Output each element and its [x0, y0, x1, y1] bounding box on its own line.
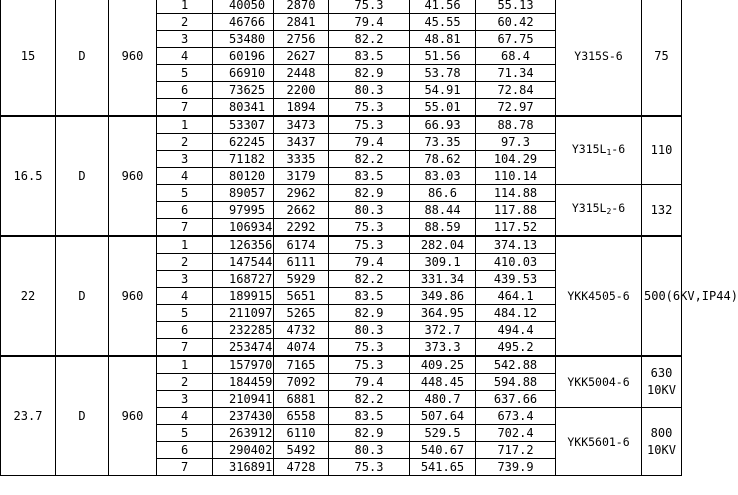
- cell-c: 82.9: [329, 425, 410, 442]
- cell-d: 507.64: [410, 408, 476, 425]
- cell-b: 7092: [274, 374, 329, 391]
- table-row: [1, 0, 682, 14]
- cell-b: 1894: [274, 99, 329, 117]
- cell-a: 40050: [213, 0, 274, 14]
- motor-power: 132: [642, 185, 682, 237]
- cell-d: 448.45: [410, 374, 476, 391]
- table-body: [1, 0, 738, 476]
- cell-d: 83.03: [410, 168, 476, 185]
- cell-a: 168727: [213, 271, 274, 288]
- motor-power: 110: [642, 116, 682, 185]
- cell-index: 5: [157, 65, 213, 82]
- cell-e: 637.66: [476, 391, 556, 408]
- cell-index: 6: [157, 442, 213, 459]
- motor-power-line1: 800: [650, 425, 673, 440]
- cell-b: 2627: [274, 48, 329, 65]
- cell-d: 78.62: [410, 151, 476, 168]
- cell-col2: D: [56, 356, 109, 476]
- cell-d: 309.1: [410, 254, 476, 271]
- cell-b: 5929: [274, 271, 329, 288]
- cell-e: 97.3: [476, 134, 556, 151]
- motor-model: YKK5601-6: [556, 408, 642, 476]
- cell-c: 82.2: [329, 151, 410, 168]
- cell-c: 80.3: [329, 82, 410, 99]
- cell-b: 3437: [274, 134, 329, 151]
- motor-model: YKK5004-6: [556, 356, 642, 408]
- cell-c: 83.5: [329, 288, 410, 305]
- cell-a: 60196: [213, 48, 274, 65]
- cell-b: 4732: [274, 322, 329, 339]
- cell-b: 3335: [274, 151, 329, 168]
- cell-d: 54.91: [410, 82, 476, 99]
- cell-index: 7: [157, 219, 213, 237]
- cell-col1: 16.5: [1, 116, 56, 236]
- cell-c: 75.3: [329, 356, 410, 374]
- cell-c: 80.3: [329, 442, 410, 459]
- cell-b: 6174: [274, 236, 329, 254]
- cell-d: 540.67: [410, 442, 476, 459]
- motor-power: 500(6KV,IP44): [642, 236, 682, 356]
- cell-c: 75.3: [329, 99, 410, 117]
- cell-a: 66910: [213, 65, 274, 82]
- cell-d: 373.3: [410, 339, 476, 357]
- table-row: [1, 236, 682, 254]
- cell-a: 316891: [213, 459, 274, 476]
- cell-d: 73.35: [410, 134, 476, 151]
- cell-index: 5: [157, 185, 213, 202]
- cell-c: 79.4: [329, 374, 410, 391]
- cell-c: 83.5: [329, 48, 410, 65]
- cell-a: 184459: [213, 374, 274, 391]
- cell-c: 82.2: [329, 391, 410, 408]
- cell-b: 2841: [274, 14, 329, 31]
- cell-c: 82.9: [329, 305, 410, 322]
- cell-e: 410.03: [476, 254, 556, 271]
- cell-b: 6881: [274, 391, 329, 408]
- cell-d: 51.56: [410, 48, 476, 65]
- cell-a: 80341: [213, 99, 274, 117]
- cell-a: 210941: [213, 391, 274, 408]
- cell-e: 67.75: [476, 31, 556, 48]
- cell-e: 717.2: [476, 442, 556, 459]
- cell-index: 4: [157, 408, 213, 425]
- cell-d: 541.65: [410, 459, 476, 476]
- cell-index: 1: [157, 116, 213, 134]
- motor-power-line2: 10KV: [647, 383, 676, 397]
- cell-a: 53480: [213, 31, 274, 48]
- cell-b: 2962: [274, 185, 329, 202]
- motor-power-line2: 10KV: [647, 442, 676, 457]
- cell-d: 331.34: [410, 271, 476, 288]
- cell-c: 83.5: [329, 408, 410, 425]
- cell-c: 82.9: [329, 185, 410, 202]
- motor-model-subscript: 1: [606, 147, 612, 157]
- cell-b: 6558: [274, 408, 329, 425]
- cell-index: 3: [157, 31, 213, 48]
- cell-e: 88.78: [476, 116, 556, 134]
- cell-index: 2: [157, 14, 213, 31]
- cell-index: 7: [157, 459, 213, 476]
- cell-index: 7: [157, 339, 213, 357]
- cell-a: 237430: [213, 408, 274, 425]
- cell-b: 3179: [274, 168, 329, 185]
- cell-e: 464.1: [476, 288, 556, 305]
- cell-c: 75.3: [329, 0, 410, 14]
- cell-a: 89057: [213, 185, 274, 202]
- cell-index: 2: [157, 254, 213, 271]
- cell-a: 263912: [213, 425, 274, 442]
- cell-index: 1: [157, 0, 213, 14]
- cell-col2: D: [56, 116, 109, 236]
- cell-d: 409.25: [410, 356, 476, 374]
- cell-e: 72.84: [476, 82, 556, 99]
- cell-col3: 960: [109, 116, 157, 236]
- motor-model-prefix: Y315L: [571, 141, 607, 156]
- cell-c: 75.3: [329, 116, 410, 134]
- cell-d: 364.95: [410, 305, 476, 322]
- cell-e: 495.2: [476, 339, 556, 357]
- cell-index: 6: [157, 202, 213, 219]
- cell-c: 79.4: [329, 134, 410, 151]
- cell-col3: 960: [109, 236, 157, 356]
- cell-index: 4: [157, 48, 213, 65]
- cell-b: 4074: [274, 339, 329, 357]
- cell-index: 7: [157, 99, 213, 117]
- cell-c: 82.2: [329, 31, 410, 48]
- cell-a: 157970: [213, 356, 274, 374]
- cell-index: 4: [157, 168, 213, 185]
- cell-e: 702.4: [476, 425, 556, 442]
- cell-a: 53307: [213, 116, 274, 134]
- cell-index: 5: [157, 425, 213, 442]
- cell-d: 480.7: [410, 391, 476, 408]
- cell-b: 2756: [274, 31, 329, 48]
- cell-e: 110.14: [476, 168, 556, 185]
- cell-a: 80120: [213, 168, 274, 185]
- cell-c: 75.3: [329, 236, 410, 254]
- cell-b: 2200: [274, 82, 329, 99]
- cell-a: 97995: [213, 202, 274, 219]
- cell-a: 253474: [213, 339, 274, 357]
- cell-col1: 22: [1, 236, 56, 356]
- cell-e: 374.13: [476, 236, 556, 254]
- cell-index: 5: [157, 305, 213, 322]
- cell-c: 80.3: [329, 202, 410, 219]
- cell-col3: 960: [109, 0, 157, 116]
- cell-col1: 15: [1, 0, 56, 116]
- cell-col2: D: [56, 236, 109, 356]
- cell-a: 147544: [213, 254, 274, 271]
- cell-d: 372.7: [410, 322, 476, 339]
- motor-model-prefix: Y315L: [571, 201, 607, 215]
- cell-b: 6111: [274, 254, 329, 271]
- cell-a: 126356: [213, 236, 274, 254]
- cell-b: 4728: [274, 459, 329, 476]
- cell-a: 232285: [213, 322, 274, 339]
- cell-e: 484.12: [476, 305, 556, 322]
- cell-index: 2: [157, 374, 213, 391]
- cell-e: 114.88: [476, 185, 556, 202]
- cell-d: 86.6: [410, 185, 476, 202]
- cell-c: 79.4: [329, 14, 410, 31]
- cell-c: 82.2: [329, 271, 410, 288]
- cell-a: 73625: [213, 82, 274, 99]
- cell-a: 211097: [213, 305, 274, 322]
- cell-index: 6: [157, 82, 213, 99]
- table-row: [1, 356, 682, 374]
- cell-e: 439.53: [476, 271, 556, 288]
- cell-e: 104.29: [476, 151, 556, 168]
- cell-col3: 960: [109, 356, 157, 476]
- cell-d: 66.93: [410, 116, 476, 134]
- cell-d: 529.5: [410, 425, 476, 442]
- cell-e: 542.88: [476, 356, 556, 374]
- cell-b: 5492: [274, 442, 329, 459]
- cell-e: 673.4: [476, 408, 556, 425]
- cell-e: 71.34: [476, 65, 556, 82]
- cell-d: 88.44: [410, 202, 476, 219]
- cell-c: 79.4: [329, 254, 410, 271]
- cell-c: 75.3: [329, 219, 410, 237]
- cell-index: 4: [157, 288, 213, 305]
- cell-e: 55.13: [476, 0, 556, 14]
- cell-d: 48.81: [410, 31, 476, 48]
- cell-index: 3: [157, 151, 213, 168]
- motor-model-suffix: -6: [611, 141, 626, 156]
- motor-model: Y315S-6: [556, 0, 642, 116]
- motor-power: [642, 356, 682, 408]
- cell-d: 53.78: [410, 65, 476, 82]
- motor-model: YKK4505-6: [556, 236, 642, 356]
- cell-d: 282.04: [410, 236, 476, 254]
- cell-a: 106934: [213, 219, 274, 237]
- cell-index: 6: [157, 322, 213, 339]
- cell-c: 75.3: [329, 339, 410, 357]
- cell-e: 68.4: [476, 48, 556, 65]
- motor-model: [556, 116, 642, 185]
- cell-e: 72.97: [476, 99, 556, 117]
- cell-d: 55.01: [410, 99, 476, 117]
- cell-b: 2448: [274, 65, 329, 82]
- motor-model-subscript: 2: [606, 207, 612, 216]
- cell-b: 6110: [274, 425, 329, 442]
- cell-b: 2662: [274, 202, 329, 219]
- motor-power: 75: [642, 0, 682, 116]
- cell-b: 2292: [274, 219, 329, 237]
- motor-model-suffix: -6: [611, 201, 626, 215]
- cell-b: 2870: [274, 0, 329, 14]
- cell-d: 88.59: [410, 219, 476, 237]
- cell-d: 45.55: [410, 14, 476, 31]
- cell-index: 1: [157, 356, 213, 374]
- cell-col2: D: [56, 0, 109, 116]
- cell-index: 1: [157, 236, 213, 254]
- table-row: [1, 116, 682, 134]
- cell-col1: 23.7: [1, 356, 56, 476]
- cell-e: 494.4: [476, 322, 556, 339]
- cell-a: 189915: [213, 288, 274, 305]
- cell-e: 594.88: [476, 374, 556, 391]
- cell-c: 80.3: [329, 322, 410, 339]
- cell-d: 41.56: [410, 0, 476, 14]
- cell-b: 5265: [274, 305, 329, 322]
- cell-c: 82.9: [329, 65, 410, 82]
- cell-e: 117.52: [476, 219, 556, 237]
- cell-d: 349.86: [410, 288, 476, 305]
- cell-index: 2: [157, 134, 213, 151]
- cell-b: 5651: [274, 288, 329, 305]
- motor-power-line1: 630: [650, 366, 673, 380]
- cell-e: 739.9: [476, 459, 556, 476]
- motor-power: [642, 408, 682, 476]
- cell-c: 83.5: [329, 168, 410, 185]
- cell-index: 3: [157, 391, 213, 408]
- cell-a: 62245: [213, 134, 274, 151]
- cell-a: 46766: [213, 14, 274, 31]
- cell-a: 290402: [213, 442, 274, 459]
- cell-a: 71182: [213, 151, 274, 168]
- motor-model: [556, 185, 642, 237]
- cell-e: 117.88: [476, 202, 556, 219]
- cell-b: 3473: [274, 116, 329, 134]
- cell-b: 7165: [274, 356, 329, 374]
- cell-c: 75.3: [329, 459, 410, 476]
- cell-e: 60.42: [476, 14, 556, 31]
- cell-index: 3: [157, 271, 213, 288]
